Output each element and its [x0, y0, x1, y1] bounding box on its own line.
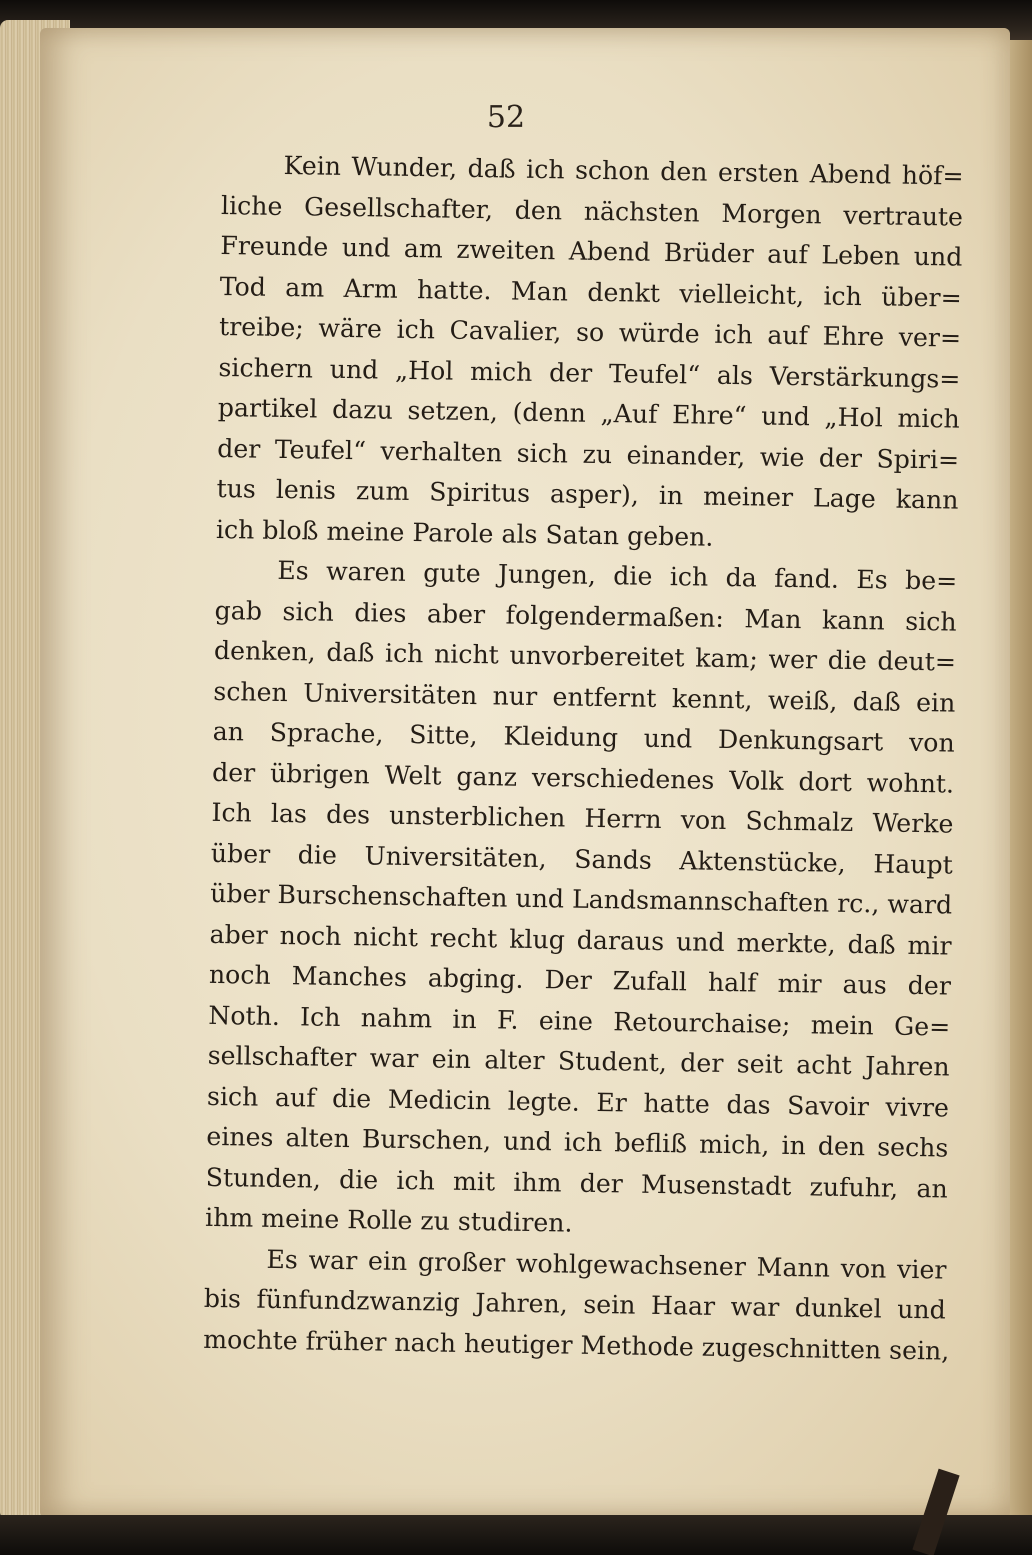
book-binding-bottom: [0, 1515, 1032, 1555]
text-line: Kein Wunder, daß ich schon den ersten Abend höf=: [283, 150, 964, 191]
text-line: ich bloß meine Parole als Satan geben.: [215, 514, 714, 552]
text-line: der Teufel“ verhalten sich zu einander, wie der Spiri=: [217, 433, 960, 475]
text-line: Ich las des unsterblichen Herrn von Schmalz Werke: [211, 797, 954, 839]
text-line: über die Universitäten, Sands Aktenstücke, Haupt: [210, 838, 954, 880]
text-line: Es waren gute Jungen, die ich da fand. Es be=: [277, 555, 958, 596]
paragraph-3: [203, 1238, 950, 1371]
text-line: bis fünfundzwanzig Jahren, sein Haar war dunkel und: [203, 1283, 947, 1325]
text-line: ihm meine Rolle zu studiren.: [204, 1202, 573, 1238]
text-line: liche Gesellschafter, den nächsten Morgen vertraute: [220, 190, 964, 232]
text-line: über Burschenschaften und Landsmannschaften rc., ward: [210, 878, 953, 920]
text-line: schen Universitäten nur entfernt kennt, weiß, daß ein: [213, 676, 956, 718]
text-line: sich auf die Medicin legte. Er hatte das Savoir vivre: [206, 1081, 950, 1123]
text-line: Tod am Arm hatte. Man denkt vielleicht, ich über=: [219, 271, 962, 313]
paragraph-2: [205, 550, 958, 1250]
body-text: [203, 145, 964, 1372]
text-line: gab sich dies aber folgendermaßen: Man kann sich: [214, 595, 957, 637]
text-line: an Sprache, Sitte, Kleidung und Denkungsart von: [212, 716, 955, 758]
text-line: Noth. Ich nahm in F. eine Retourchaise; mein Ge=: [208, 1000, 951, 1042]
text-line: partikel dazu setzen, (denn „Auf Ehre“ und „Hol mich: [217, 392, 961, 434]
text-line: sellschafter war ein alter Student, der seit acht Jahren: [207, 1040, 950, 1082]
text-line: Es war ein großer wohlgewachsener Mann von vier: [266, 1244, 947, 1285]
text-line: mochte früher nach heutiger Methode zugeschnitten sein,: [203, 1324, 950, 1366]
text-line: Freunde und am zweiten Abend Brüder auf Leben und: [220, 230, 963, 272]
text-line: denken, daß ich nicht unvorbereitet kam; wer die deut=: [213, 635, 957, 677]
text-line: aber noch nicht recht klug daraus und merkte, daß mir: [209, 919, 952, 961]
paragraph-1: [216, 145, 964, 562]
text-line: tus lenis zum Spiritus asper), in meiner Lage kann: [216, 473, 959, 515]
text-line: der übrigen Welt ganz verschiedenes Volk dort wohnt.: [211, 757, 955, 799]
text-line: treibe; wäre ich Cavalier, so würde ich auf Ehre ver=: [218, 311, 962, 353]
text-line: sichern und „Hol mich der Teufel“ als Verstärkungs=: [218, 352, 961, 394]
text-line: Stunden, die ich mit ihm der Musenstadt zufuhr, an: [205, 1162, 948, 1204]
text-line: noch Manches abging. Der Zufall half mir aus der: [208, 959, 952, 1001]
text-line: eines alten Burschen, und ich befliß mich, in den sechs: [206, 1121, 949, 1163]
page-number: 52: [486, 100, 526, 135]
